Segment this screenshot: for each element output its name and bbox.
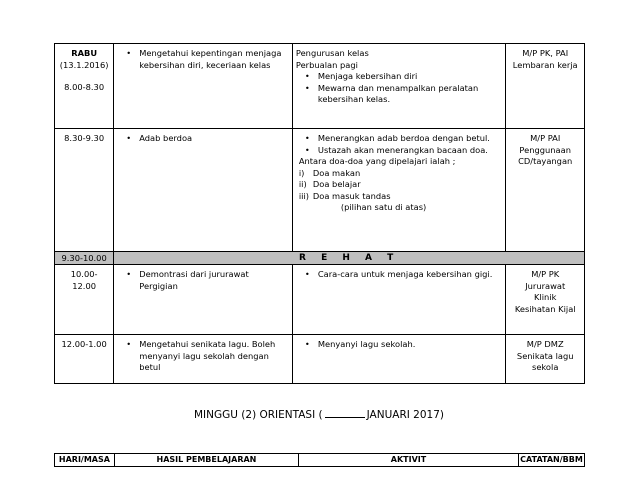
activity-intro: Perbualan pagi	[295, 59, 358, 70]
activity-extra: Antara doa-doa yang dipelajari ialah ;	[298, 156, 456, 166]
note-line: Senikata lagu	[516, 350, 574, 361]
time-label: 12.00-1.00	[61, 339, 107, 349]
activity-item: • Cara-cara untuk menjaga kebersihan gigi.	[318, 269, 503, 281]
day-time-cell	[55, 335, 114, 384]
time-label: 8.30-9.30	[64, 133, 105, 143]
day-time-cell	[55, 265, 114, 335]
date-blank-line	[325, 408, 365, 418]
header-hari-masa: HARI/MASA	[55, 454, 115, 467]
activity-item: • Mewarna dan menampalkan peralatan kebersihan kelas.	[318, 83, 503, 106]
activity-item: • Ustazah akan menerangkan bacaan doa.	[318, 145, 503, 157]
outcome-item: • Mengetahui kepentingan menjaga kebersihan diri, keceriaan kelas	[139, 48, 289, 71]
note-line: M/P DMZ	[526, 339, 564, 349]
outcome-item: • Mengetahui senikata lagu. Boleh menyanyi lagu sekolah dengan betul	[139, 339, 289, 374]
activity-cell	[292, 44, 506, 129]
outcome-cell	[114, 129, 293, 252]
prayer-item: ii) Doa belajar	[298, 179, 361, 189]
prayer-item: i) Doa makan	[298, 167, 361, 178]
break-label: R E H A T	[114, 252, 585, 265]
week-title: MINGGU (2) ORIENTASI ( JANUARI 2017)	[193, 409, 444, 421]
activity-cell	[292, 335, 506, 384]
notes-cell	[506, 129, 585, 252]
note-line: Lembaran kerja	[512, 59, 578, 70]
outcome-cell	[114, 265, 293, 335]
activity-cell	[292, 265, 506, 335]
header-aktivit: AKTIVIT	[299, 454, 519, 467]
prayer-item: iii) Doa masuk tandas	[298, 190, 391, 201]
notes-cell	[506, 335, 585, 384]
note-line: sekola	[532, 362, 559, 372]
note-line: Klinik	[534, 292, 557, 302]
prayer-note: (pilihan satu di atas)	[340, 202, 427, 212]
note-line: M/P PAI	[530, 133, 561, 143]
header-row	[55, 454, 585, 467]
notes-cell	[506, 44, 585, 129]
break-row	[55, 252, 585, 265]
note-line: M/P PK	[531, 269, 560, 279]
header-catatan-bbm: CATATAN/BBM	[519, 454, 585, 467]
activity-cell	[292, 129, 506, 252]
outcome-cell	[114, 335, 293, 384]
note-line: Jururawat	[525, 280, 566, 291]
day-label: RABU	[71, 48, 98, 58]
table-row	[55, 335, 585, 384]
day-time-cell	[55, 44, 114, 129]
notes-cell	[506, 265, 585, 335]
break-time: 9.30-10.00	[55, 252, 114, 265]
prayer-list	[296, 168, 503, 203]
date-label: (13.1.2016)	[59, 59, 109, 70]
outcome-cell	[114, 44, 293, 129]
note-line: M/P PK, PAI	[522, 48, 569, 58]
activity-item: • Menjaga kebersihan diri	[318, 71, 503, 83]
outcome-item: • Demontrasi dari jururawat Pergigian	[139, 269, 289, 292]
activity-intro: Pengurusan kelas	[295, 48, 369, 58]
activity-item: • Menerangkan adab berdoa dengan betul.	[318, 133, 503, 145]
outcome-item: • Adab berdoa	[139, 133, 289, 145]
note-line: Kesihatan Kijal	[514, 303, 576, 314]
note-line: Penggunaan CD/tayangan	[518, 144, 573, 166]
header-hasil-pembelajaran: HASIL PEMBELAJARAN	[114, 454, 298, 467]
time-label: 12.00	[72, 280, 97, 291]
time-label: 8.00-8.30	[64, 82, 105, 92]
table-row	[55, 129, 585, 252]
column-header-table	[54, 453, 585, 467]
table-row	[55, 265, 585, 335]
activity-item: • Menyanyi lagu sekolah.	[318, 339, 503, 351]
table-row	[55, 44, 585, 129]
schedule-table	[54, 43, 585, 384]
time-label: 10.00-	[70, 269, 98, 279]
day-time-cell	[55, 129, 114, 252]
